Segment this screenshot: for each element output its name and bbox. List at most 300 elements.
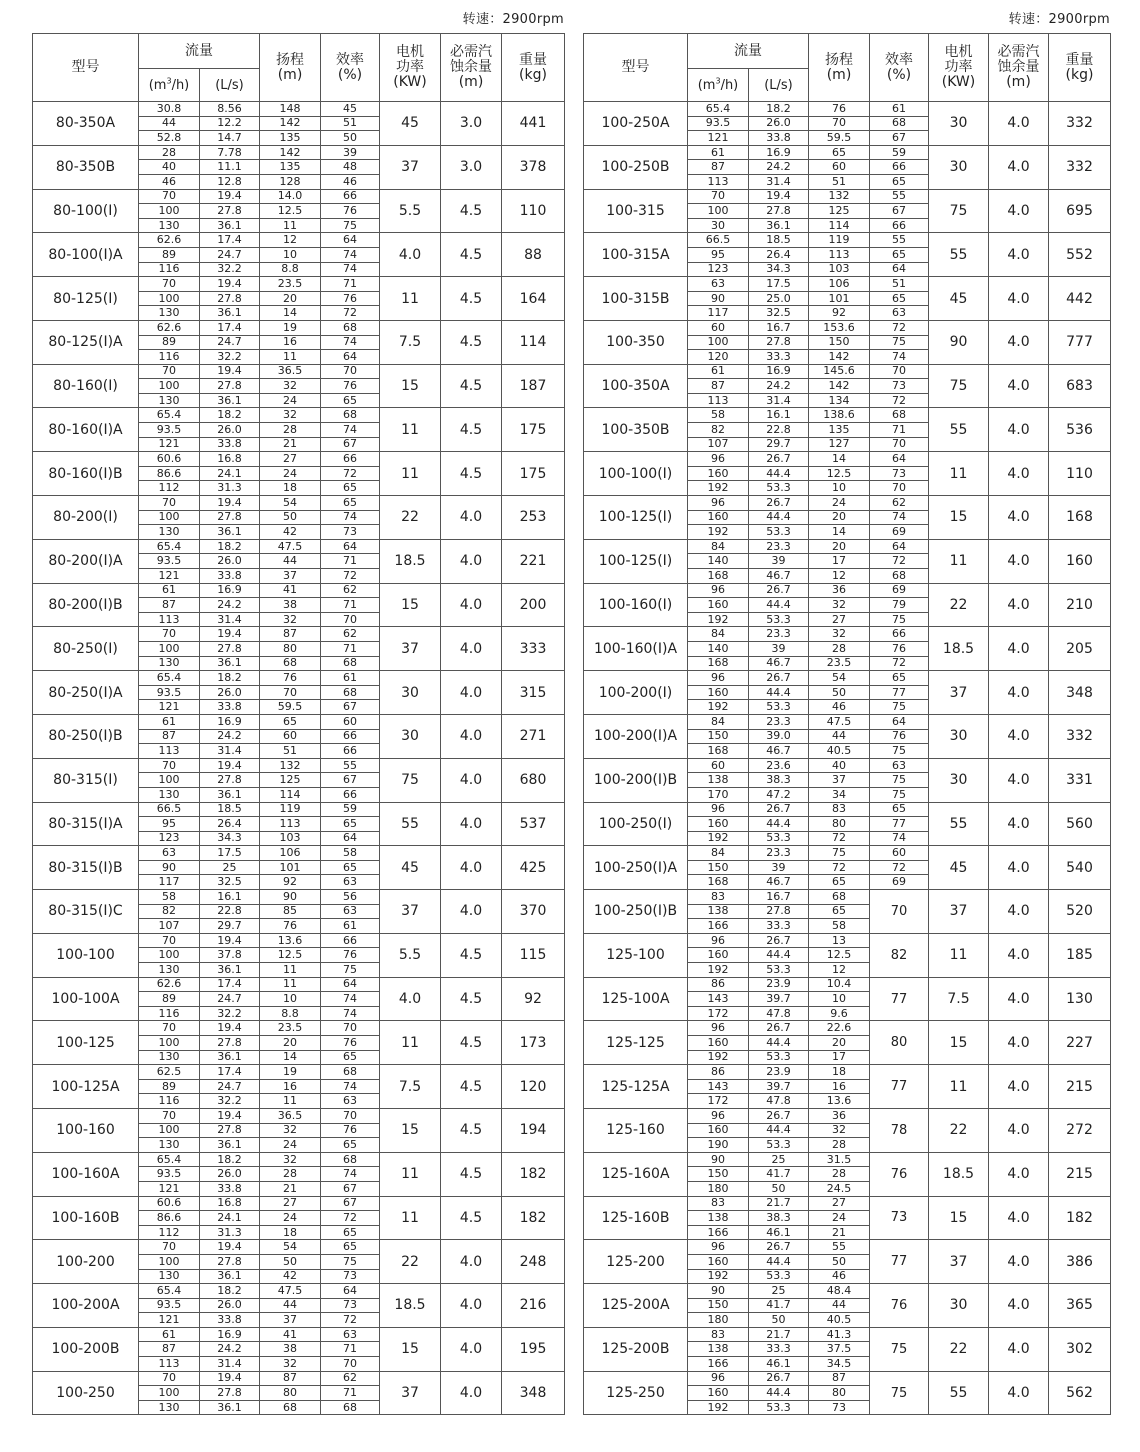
flow-m3h-cell: 138 <box>688 1342 749 1357</box>
weight-cell: 332 <box>1049 102 1111 146</box>
flow-m3h-cell: 121 <box>139 1313 200 1328</box>
head-cell: 47.5 <box>260 539 321 554</box>
power-cell: 30 <box>380 714 441 758</box>
power-cell: 75 <box>380 758 441 802</box>
flow-ls-cell: 31.4 <box>200 744 260 759</box>
efficiency-cell: 63 <box>870 306 929 321</box>
flow-m3h-cell: 113 <box>688 174 749 189</box>
head-cell: 41 <box>260 583 321 598</box>
efficiency-cell: 51 <box>321 116 380 131</box>
flow-ls-cell: 26.0 <box>200 1167 260 1182</box>
header-efficiency: 效率 (%) <box>870 34 929 102</box>
weight-cell: 210 <box>1049 583 1111 627</box>
flow-m3h-cell: 170 <box>688 787 749 802</box>
flow-m3h-cell: 52.8 <box>139 131 200 146</box>
flow-ls-cell: 24.7 <box>200 1079 260 1094</box>
flow-m3h-cell: 96 <box>688 452 749 467</box>
flow-m3h-cell: 82 <box>688 423 749 438</box>
table-row <box>584 539 1111 554</box>
flow-ls-cell: 18.2 <box>749 102 809 117</box>
head-cell: 17 <box>809 554 870 569</box>
table-row <box>33 1152 565 1167</box>
flow-ls-cell: 44.4 <box>749 510 809 525</box>
model-cell: 100-200(I)B <box>584 758 688 802</box>
flow-m3h-cell: 192 <box>688 525 749 540</box>
flow-ls-cell: 39 <box>749 641 809 656</box>
efficiency-cell: 65 <box>321 1050 380 1065</box>
head-cell: 76 <box>809 102 870 117</box>
flow-ls-cell: 46.7 <box>749 744 809 759</box>
flow-ls-cell: 46.1 <box>749 1357 809 1372</box>
head-cell: 60 <box>809 160 870 175</box>
efficiency-cell: 64 <box>321 350 380 365</box>
npsh-cell: 4.0 <box>989 539 1049 583</box>
efficiency-cell: 75 <box>870 773 929 788</box>
efficiency-cell: 67 <box>321 700 380 715</box>
efficiency-cell: 71 <box>321 641 380 656</box>
head-cell: 24 <box>260 1211 321 1226</box>
efficiency-cell: 65 <box>870 247 929 262</box>
efficiency-cell: 70 <box>870 364 929 379</box>
flow-m3h-cell: 192 <box>688 963 749 978</box>
flow-m3h-cell: 150 <box>688 1167 749 1182</box>
flow-ls-cell: 24.1 <box>200 466 260 481</box>
table-row <box>33 977 565 992</box>
flow-ls-cell: 33.8 <box>200 700 260 715</box>
head-cell: 12.5 <box>260 948 321 963</box>
npsh-cell: 4.0 <box>989 102 1049 146</box>
efficiency-cell: 72 <box>321 569 380 584</box>
flow-ls-cell: 18.2 <box>200 539 260 554</box>
weight-cell: 537 <box>502 802 565 846</box>
table-row <box>584 1196 1111 1211</box>
npsh-cell: 4.0 <box>989 890 1049 934</box>
efficiency-cell: 39 <box>321 145 380 160</box>
head-cell: 150 <box>809 335 870 350</box>
flow-m3h-cell: 130 <box>139 1269 200 1284</box>
npsh-cell: 4.0 <box>989 1196 1049 1240</box>
weight-cell: 221 <box>502 539 565 583</box>
efficiency-cell: 65 <box>870 174 929 189</box>
efficiency-cell: 65 <box>321 1225 380 1240</box>
flow-m3h-cell: 130 <box>139 963 200 978</box>
head-cell: 119 <box>260 802 321 817</box>
model-cell: 125-200 <box>584 1240 688 1284</box>
flow-m3h-cell: 87 <box>139 598 200 613</box>
flow-m3h-cell: 46 <box>139 174 200 189</box>
efficiency-cell: 72 <box>870 656 929 671</box>
model-cell: 100-200B <box>33 1327 139 1371</box>
model-cell: 100-250 <box>33 1371 139 1415</box>
efficiency-cell: 73 <box>321 525 380 540</box>
flow-ls-cell: 46.7 <box>749 875 809 890</box>
head-cell: 13 <box>809 933 870 948</box>
efficiency-cell: 75 <box>870 612 929 627</box>
flow-m3h-cell: 160 <box>688 598 749 613</box>
flow-ls-cell: 36.1 <box>200 1138 260 1153</box>
flow-ls-cell: 53.3 <box>749 963 809 978</box>
efficiency-cell: 64 <box>321 539 380 554</box>
flow-ls-cell: 23.3 <box>749 846 809 861</box>
power-cell: 30 <box>929 758 989 802</box>
power-cell: 18.5 <box>380 1284 441 1328</box>
flow-ls-cell: 17.4 <box>200 320 260 335</box>
power-cell: 11 <box>380 1196 441 1240</box>
weight-cell: 195 <box>502 1327 565 1371</box>
head-cell: 54 <box>260 1240 321 1255</box>
head-cell: 14 <box>260 306 321 321</box>
npsh-cell: 4.0 <box>441 539 502 583</box>
head-cell: 59.5 <box>809 131 870 146</box>
flow-ls-cell: 26.7 <box>749 933 809 948</box>
head-cell: 103 <box>809 262 870 277</box>
flow-m3h-cell: 112 <box>139 481 200 496</box>
flow-m3h-cell: 96 <box>688 933 749 948</box>
model-cell: 125-250 <box>584 1371 688 1415</box>
table-row <box>584 627 1111 642</box>
weight-cell: 777 <box>1049 320 1111 364</box>
flow-m3h-cell: 93.5 <box>139 1298 200 1313</box>
efficiency-cell: 74 <box>870 510 929 525</box>
flow-ls-cell: 53.3 <box>749 1400 809 1415</box>
weight-cell: 552 <box>1049 233 1111 277</box>
power-cell: 30 <box>929 714 989 758</box>
efficiency-cell: 74 <box>321 423 380 438</box>
model-cell: 100-200(I) <box>584 671 688 715</box>
flow-ls-cell: 27.8 <box>749 335 809 350</box>
efficiency-cell: 65 <box>321 481 380 496</box>
flow-ls-cell: 26.7 <box>749 496 809 511</box>
table-row <box>584 846 1111 861</box>
power-cell: 55 <box>929 1371 989 1415</box>
head-cell: 20 <box>809 510 870 525</box>
npsh-cell: 4.0 <box>441 1284 502 1328</box>
flow-ls-cell: 16.8 <box>200 1196 260 1211</box>
power-cell: 11 <box>929 933 989 977</box>
efficiency-cell: 75 <box>870 700 929 715</box>
head-cell: 70 <box>260 685 321 700</box>
efficiency-cell: 75 <box>321 1254 380 1269</box>
table-row <box>33 452 565 467</box>
flow-ls-cell: 32.5 <box>200 875 260 890</box>
head-cell: 37 <box>809 773 870 788</box>
efficiency-cell: 80 <box>870 1021 929 1065</box>
head-cell: 114 <box>260 787 321 802</box>
flow-ls-cell: 33.3 <box>749 1342 809 1357</box>
flow-ls-cell: 24.2 <box>200 1342 260 1357</box>
power-cell: 75 <box>929 364 989 408</box>
head-cell: 80 <box>809 817 870 832</box>
weight-cell: 365 <box>1049 1284 1111 1328</box>
efficiency-cell: 64 <box>321 233 380 248</box>
flow-m3h-cell: 30.8 <box>139 102 200 117</box>
head-cell: 16 <box>260 335 321 350</box>
table-row <box>33 1021 565 1036</box>
power-cell: 18.5 <box>929 627 989 671</box>
efficiency-cell: 73 <box>870 1196 929 1240</box>
flow-m3h-cell: 93.5 <box>139 423 200 438</box>
flow-ls-cell: 27.8 <box>200 641 260 656</box>
table-row <box>584 802 1111 817</box>
flow-ls-cell: 44.4 <box>749 817 809 832</box>
head-cell: 135 <box>260 131 321 146</box>
efficiency-cell: 55 <box>870 189 929 204</box>
table-row <box>584 102 1111 117</box>
flow-m3h-cell: 70 <box>139 1021 200 1036</box>
flow-m3h-cell: 70 <box>139 189 200 204</box>
efficiency-cell: 61 <box>321 919 380 934</box>
npsh-cell: 4.0 <box>441 496 502 540</box>
efficiency-cell: 64 <box>870 262 929 277</box>
flow-ls-cell: 53.3 <box>749 525 809 540</box>
table-body-right <box>584 102 1111 1415</box>
power-cell: 37 <box>380 890 441 934</box>
efficiency-cell: 72 <box>870 393 929 408</box>
efficiency-cell: 73 <box>870 379 929 394</box>
flow-m3h-cell: 60 <box>688 758 749 773</box>
model-cell: 100-250(I)A <box>584 846 688 890</box>
flow-ls-cell: 36.1 <box>200 1269 260 1284</box>
npsh-cell: 3.0 <box>441 145 502 189</box>
flow-ls-cell: 22.8 <box>200 904 260 919</box>
flow-ls-cell: 26.0 <box>200 685 260 700</box>
head-cell: 72 <box>809 860 870 875</box>
head-cell: 50 <box>260 510 321 525</box>
model-cell: 100-100 <box>33 933 139 977</box>
head-cell: 106 <box>809 277 870 292</box>
flow-ls-cell: 34.3 <box>200 831 260 846</box>
weight-cell: 215 <box>1049 1065 1111 1109</box>
flow-m3h-cell: 192 <box>688 1050 749 1065</box>
npsh-cell: 4.5 <box>441 1108 502 1152</box>
header-weight: 重量 (kg) <box>502 34 565 102</box>
head-cell: 16 <box>260 1079 321 1094</box>
flow-ls-cell: 27.8 <box>200 510 260 525</box>
flow-m3h-cell: 107 <box>139 919 200 934</box>
flow-m3h-cell: 44 <box>139 116 200 131</box>
efficiency-cell: 74 <box>321 992 380 1007</box>
head-cell: 103 <box>260 831 321 846</box>
head-cell: 34.5 <box>809 1357 870 1372</box>
efficiency-cell: 62 <box>321 1371 380 1386</box>
efficiency-cell: 61 <box>321 671 380 686</box>
head-cell: 32 <box>260 379 321 394</box>
table-row <box>33 1371 565 1386</box>
model-cell: 125-125A <box>584 1065 688 1109</box>
flow-m3h-cell: 70 <box>139 1108 200 1123</box>
flow-m3h-cell: 192 <box>688 612 749 627</box>
head-cell: 8.8 <box>260 1006 321 1021</box>
flow-m3h-cell: 160 <box>688 1123 749 1138</box>
flow-ls-cell: 44.4 <box>749 1123 809 1138</box>
efficiency-cell: 76 <box>321 1123 380 1138</box>
flow-m3h-cell: 150 <box>688 729 749 744</box>
flow-m3h-cell: 166 <box>688 919 749 934</box>
head-cell: 11 <box>260 218 321 233</box>
flow-m3h-cell: 65.4 <box>139 1152 200 1167</box>
header-model: 型号 <box>584 34 688 102</box>
weight-cell: 130 <box>1049 977 1111 1021</box>
flow-ls-cell: 53.3 <box>749 1269 809 1284</box>
header-head: 扬程 (m) <box>809 34 870 102</box>
flow-ls-cell: 7.78 <box>200 145 260 160</box>
npsh-cell: 4.0 <box>989 1327 1049 1371</box>
head-cell: 13.6 <box>809 1094 870 1109</box>
flow-m3h-cell: 65.4 <box>688 102 749 117</box>
flow-m3h-cell: 89 <box>139 247 200 262</box>
flow-ls-cell: 23.3 <box>749 627 809 642</box>
flow-ls-cell: 33.8 <box>200 569 260 584</box>
table-row <box>33 102 565 117</box>
flow-m3h-cell: 61 <box>139 583 200 598</box>
flow-ls-cell: 24.2 <box>200 598 260 613</box>
left-table-panel <box>32 0 564 1415</box>
flow-ls-cell: 32.2 <box>200 350 260 365</box>
head-cell: 19 <box>260 1065 321 1080</box>
efficiency-cell: 45 <box>321 102 380 117</box>
weight-cell: 332 <box>1049 145 1111 189</box>
flow-m3h-cell: 113 <box>688 393 749 408</box>
flow-ls-cell: 33.8 <box>200 1181 260 1196</box>
npsh-cell: 4.5 <box>441 233 502 277</box>
head-cell: 21 <box>260 1181 321 1196</box>
flow-ls-cell: 46.7 <box>749 656 809 671</box>
flow-m3h-cell: 84 <box>688 846 749 861</box>
flow-ls-cell: 19.4 <box>749 189 809 204</box>
flow-ls-cell: 38.3 <box>749 1211 809 1226</box>
head-cell: 138.6 <box>809 408 870 423</box>
flow-ls-cell: 26.7 <box>749 1021 809 1036</box>
model-cell: 100-350 <box>584 320 688 364</box>
flow-ls-cell: 31.4 <box>749 174 809 189</box>
flow-m3h-cell: 86 <box>688 977 749 992</box>
model-cell: 100-160B <box>33 1196 139 1240</box>
weight-cell: 114 <box>502 320 565 364</box>
efficiency-cell: 75 <box>870 787 929 802</box>
header-model: 型号 <box>33 34 139 102</box>
power-cell: 45 <box>929 846 989 890</box>
power-cell: 4.0 <box>380 233 441 277</box>
weight-cell: 185 <box>1049 933 1111 977</box>
efficiency-cell: 71 <box>321 277 380 292</box>
efficiency-cell: 67 <box>870 204 929 219</box>
power-cell: 37 <box>380 627 441 671</box>
flow-ls-cell: 50 <box>749 1181 809 1196</box>
efficiency-cell: 75 <box>870 1327 929 1371</box>
efficiency-cell: 65 <box>321 1138 380 1153</box>
flow-m3h-cell: 116 <box>139 1006 200 1021</box>
power-cell: 75 <box>929 189 989 233</box>
flow-ls-cell: 26.7 <box>749 583 809 598</box>
head-cell: 28 <box>260 1167 321 1182</box>
table-row <box>584 277 1111 292</box>
table-row <box>584 1152 1111 1167</box>
weight-cell: 378 <box>502 145 565 189</box>
table-row <box>33 1240 565 1255</box>
flow-m3h-cell: 121 <box>139 700 200 715</box>
head-cell: 14 <box>260 1050 321 1065</box>
flow-ls-cell: 53.3 <box>749 1050 809 1065</box>
power-cell: 22 <box>380 1240 441 1284</box>
head-cell: 127 <box>809 437 870 452</box>
npsh-cell: 3.0 <box>441 102 502 146</box>
efficiency-cell: 73 <box>870 466 929 481</box>
npsh-cell: 4.0 <box>989 583 1049 627</box>
head-cell: 41.3 <box>809 1327 870 1342</box>
flow-ls-cell: 23.9 <box>749 1065 809 1080</box>
flow-m3h-cell: 172 <box>688 1006 749 1021</box>
flow-ls-cell: 53.3 <box>749 612 809 627</box>
model-cell: 100-350B <box>584 408 688 452</box>
model-cell: 100-200(I)A <box>584 714 688 758</box>
header-flow: 流量 <box>688 34 809 69</box>
flow-m3h-cell: 100 <box>139 1254 200 1269</box>
npsh-cell: 4.0 <box>989 627 1049 671</box>
npsh-cell: 4.0 <box>989 1152 1049 1196</box>
efficiency-cell: 65 <box>321 496 380 511</box>
flow-ls-cell: 31.3 <box>200 1225 260 1240</box>
weight-cell: 175 <box>502 452 565 496</box>
flow-ls-cell: 44.4 <box>749 1386 809 1401</box>
efficiency-cell: 68 <box>870 569 929 584</box>
flow-ls-cell: 26.7 <box>749 1371 809 1386</box>
efficiency-cell: 55 <box>870 233 929 248</box>
flow-m3h-cell: 123 <box>688 262 749 277</box>
flow-ls-cell: 16.9 <box>749 145 809 160</box>
weight-cell: 442 <box>1049 277 1111 321</box>
efficiency-cell: 74 <box>870 350 929 365</box>
efficiency-cell: 76 <box>321 1036 380 1051</box>
efficiency-cell: 68 <box>870 116 929 131</box>
model-cell: 100-125(I) <box>584 496 688 540</box>
header-power: 电机 功率 (KW) <box>380 34 441 102</box>
head-cell: 24 <box>809 496 870 511</box>
efficiency-cell: 76 <box>321 204 380 219</box>
head-cell: 31.5 <box>809 1152 870 1167</box>
flow-m3h-cell: 192 <box>688 831 749 846</box>
efficiency-cell: 77 <box>870 1065 929 1109</box>
power-cell: 11 <box>380 408 441 452</box>
model-cell: 100-160(I) <box>584 583 688 627</box>
head-cell: 23.5 <box>260 277 321 292</box>
power-cell: 7.5 <box>929 977 989 1021</box>
efficiency-cell: 66 <box>321 787 380 802</box>
model-cell: 100-350A <box>584 364 688 408</box>
header-npsh: 必需汽 蚀余量 (m) <box>441 34 502 102</box>
head-cell: 36.5 <box>260 364 321 379</box>
table-row <box>584 320 1111 335</box>
weight-cell: 253 <box>502 496 565 540</box>
head-cell: 65 <box>809 904 870 919</box>
head-cell: 10 <box>260 992 321 1007</box>
head-cell: 36 <box>809 583 870 598</box>
flow-ls-cell: 18.5 <box>749 233 809 248</box>
weight-cell: 164 <box>502 277 565 321</box>
flow-ls-cell: 47.2 <box>749 787 809 802</box>
power-cell: 22 <box>929 583 989 627</box>
efficiency-cell: 66 <box>870 627 929 642</box>
flow-ls-cell: 26.4 <box>200 817 260 832</box>
weight-cell: 110 <box>502 189 565 233</box>
efficiency-cell: 71 <box>870 423 929 438</box>
head-cell: 87 <box>809 1371 870 1386</box>
flow-ls-cell: 16.7 <box>749 890 809 905</box>
head-cell: 142 <box>809 350 870 365</box>
head-cell: 114 <box>809 218 870 233</box>
npsh-cell: 4.0 <box>989 714 1049 758</box>
flow-ls-cell: 47.8 <box>749 1094 809 1109</box>
efficiency-cell: 76 <box>870 1284 929 1328</box>
